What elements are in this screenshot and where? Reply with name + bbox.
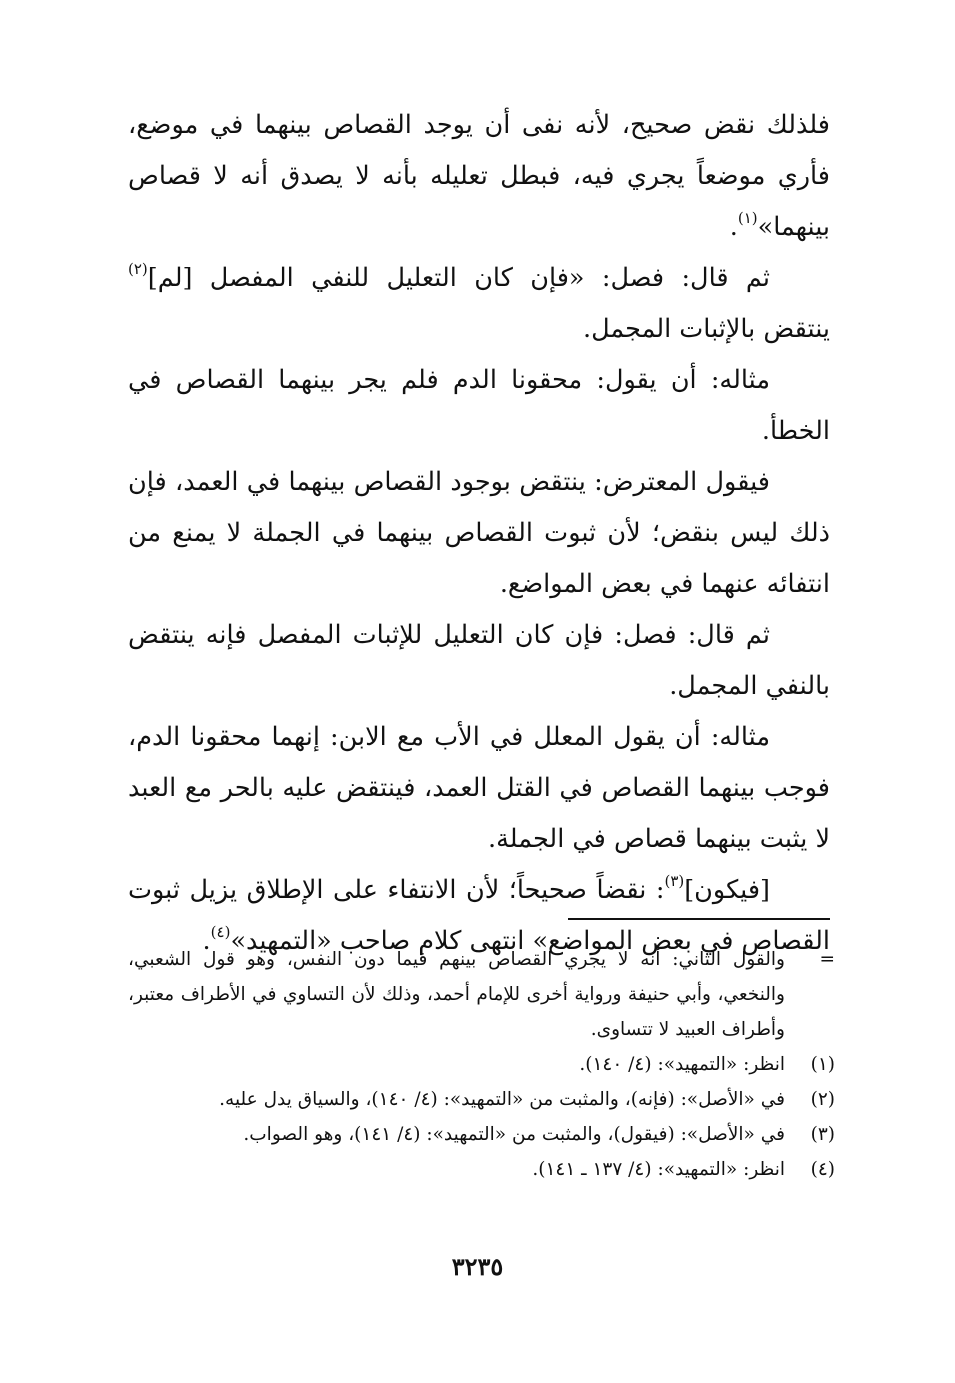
paragraph: [128, 610, 830, 712]
footnote: [128, 1152, 835, 1187]
footnote: [128, 1047, 835, 1082]
footnotes: [128, 942, 835, 1187]
footnote: [128, 1117, 835, 1152]
paragraph-text: [فيكون]: [684, 875, 770, 905]
footnote-number: (٢): [810, 1089, 835, 1110]
footnote-text: في «الأصل»: (فإنه)، والمثبت من «التمهيد»: (٤/ ١٤٠)، والسياق يدل عليه.: [219, 1089, 785, 1110]
page-number: ٣٢٣٥: [451, 1252, 504, 1281]
paragraph-text: فلذلك نقض صحيح، لأنه نفى أن يوجد القصاص بينهما في موضع، فأري موضعاً يجري فيه، فبطل تعليله بأنه لا يصدق أنه لا قصاص بينهما»: [128, 110, 830, 242]
footnote-continuation: [128, 942, 835, 1047]
footnote-ref: (٤): [210, 923, 231, 941]
paragraph: [128, 457, 830, 610]
paragraph: [128, 100, 830, 253]
footnote-text: والقول الثاني: أنه لا يجري القصاص بينهم فيما دون النفس، وهو قول الشعبي، والنخعي، وأبي حنيفة ورواية أخرى للإمام أحمد، وذلك لأن التساوي في الأطراف معتبر، وأطراف العبيد لا تتساوى.: [128, 949, 785, 1040]
paragraph: [128, 253, 830, 355]
paragraph-text: ثم قال: فصل: فإن كان التعليل للإثبات المفصل فإنه ينتقض بالنفي المجمل.: [128, 620, 830, 701]
paragraph-tail: .: [202, 926, 211, 956]
paragraph-text: مثاله: أن يقول: محقونا الدم فلم يجر بينهما القصاص في الخطأ.: [128, 365, 830, 446]
footnote-ref: (٢): [128, 260, 148, 278]
footnote-number: (٤): [810, 1159, 835, 1180]
paragraph-tail: .: [729, 212, 738, 242]
footnote-ref: (١): [737, 209, 758, 227]
footnote-ref: (٣): [664, 872, 685, 890]
footnote-text: انظر: «التمهيد»: (٤/ ١٤٠).: [579, 1054, 785, 1075]
paragraph: [128, 355, 830, 457]
footnote-number: (١): [810, 1054, 835, 1075]
footnote-separator: [568, 918, 830, 920]
footnote: [128, 1082, 835, 1117]
paragraph-text: ثم قال: فصل: «فإن كان التعليل للنفي المفصل [لم]: [147, 263, 770, 293]
footnote-number: (٣): [810, 1124, 835, 1145]
paragraph-text: مثاله: أن يقول المعلل في الأب مع الابن: إنهما محقونا الدم، فوجب بينهما القصاص في القتل العمد، فينتقض عليه بالحر مع العبد لا يثبت بينهما قصاص في الجملة.: [128, 722, 830, 854]
paragraph-tail: ينتقض بالإثبات المجمل.: [582, 314, 830, 344]
paragraph-text: فيقول المعترض: ينتقض بوجود القصاص بينهما في العمد، فإن ذلك ليس بنقض؛ لأن ثبوت القصاص بينهما في الجملة لا يمنع من انتفائه عنهما في بعض المواضع.: [128, 467, 830, 599]
main-text: [128, 100, 830, 967]
paragraph-tail: : نقضاً صحيحاً؛ لأن الانتفاء على الإطلاق يزيل ثبوت القصاص في بعض المواضع» انتهى كلام صاحب «التمهيد»: [128, 875, 830, 956]
continuation-marker: =: [819, 949, 835, 970]
footnote-text: في «الأصل»: (فيقول)، والمثبت من «التمهيد»: (٤/ ١٤١)، وهو الصواب.: [243, 1124, 785, 1145]
footnote-text: انظر: «التمهيد»: (٤/ ١٣٧ ـ ١٤١).: [532, 1159, 785, 1180]
paragraph: [128, 712, 830, 865]
